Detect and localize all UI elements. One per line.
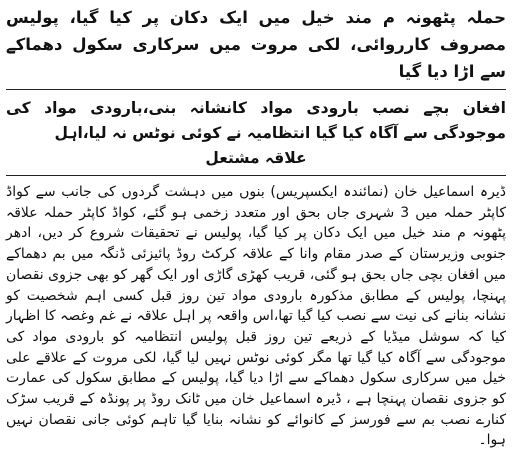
subheadline (6, 96, 506, 171)
subheadline-divider (6, 175, 506, 176)
headline-divider (6, 89, 506, 90)
subheadline-tail: علاقہ مشتعل (205, 149, 307, 167)
headline: حملہ پٹھونہ م مند خیل میں ایک دکان پر کیا گیا، پولیس مصروف کارروائی، لکی مروت میں سرکاری سکول دھماکے سے اڑا دیا گیا (6, 8, 506, 81)
article-body: ڈیرہ اسماعیل خان (نمائندہ ایکسپریس) بنوں میں دہشت گردوں کی جانب سے کواڈ کاپٹر حملہ میں 3 شہری جاں بحق اور متعدد زخمی ہو گئے، کواڈ کاپٹر حملہ علاقہ پٹھونہ م مند خیل میں ایک دکان پر کیا گیا، پولیس نے تحقیقات شروع کر دیں، ادھر جنوبی وزیرستان کے صدر مقام وانا کے علاقہ کرکٹ روڈ پائیزئی ڈنگہ میں بم دھماکے میں افغان بچی جاں بحق ہو گئی، قریب کھڑی گاڑی اور ایک گھر کو بھی جزوی نقصان پہنچا، پولیس کے مطابق مذکورہ بارودی مواد تین روز قبل کسی اہم شخصیت کو نشانہ بنانے کی نیت سے نصب کیا گیا تھا،اس واقعہ پر اہل علاقہ نے غم وغصہ کا اظہار کیا کہ سوشل میڈیا کے ذریعے تین روز قبل پولیس انتظامیہ کو بارودی مواد کی موجودگی سے آگاہ کیا گیا تھا مگر کوئی نوٹس نہیں لیا گیا، لکی مروت کے علاقے علی خیل میں سرکاری سکول دھماکے سے اڑا دیا گیا، پولیس کے مطابق سکول کی عمارت کو جزوی نقصان پہنچا ہے ، ڈیرہ اسماعیل خان میں ٹانک روڈ پر پونڈہ کے قریب سڑک کنارے نصب بم سے فورسز کے کانوائے کو نشانہ بنایا گیا تاہم کوئی جانی نقصان نہیں ہوا۔ (6, 184, 507, 449)
subheadline-text: افغان بچے نصب بارودی مواد کانشانہ بنی،بارودی مواد کی موجودگی سے آگاہ کیا گیا انتظامیہ نے کوئی نوٹس نہ لیا،اہل (6, 99, 506, 142)
